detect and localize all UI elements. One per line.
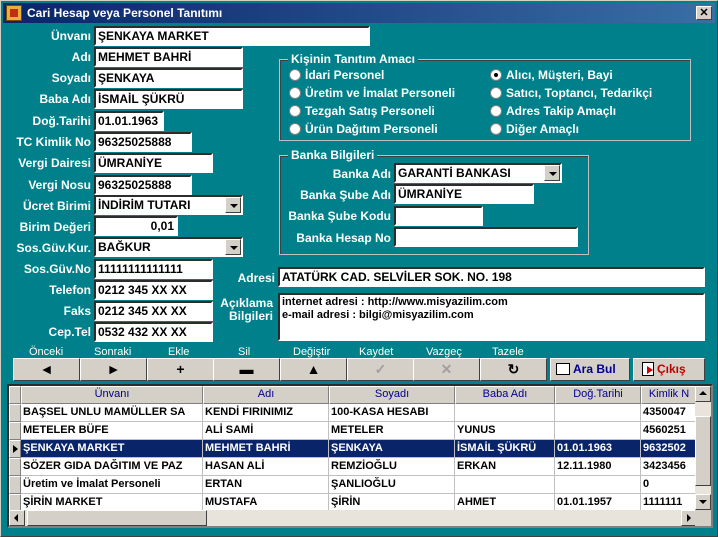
aciklama-line-2: e-mail adresi : bilgi@misyazilim.com [282,309,474,321]
radio-icon [490,105,502,117]
table-cell[interactable]: ERTAN [203,476,329,494]
birim-degeri-input[interactable]: 0,01 [94,216,178,236]
dog-tarihi-input[interactable]: 01.01.1963 [94,111,164,131]
vergi-nosu-input[interactable]: 96325025888 [94,175,192,195]
table-cell[interactable]: 01.01.1957 [555,494,641,512]
records-grid[interactable] [7,384,713,528]
vergi-dairesi-label: Vergi Dairesi [18,156,91,170]
sube-adi-input[interactable]: ÜMRANİYE [394,184,534,204]
title-bar [3,3,715,23]
table-cell[interactable]: 9632502 [641,440,697,458]
radio-icon [289,87,301,99]
banka-adi-select[interactable] [394,163,562,183]
insert-button[interactable]: + [147,358,214,381]
adi-label: Adı [71,50,91,64]
radio-icon [289,105,301,117]
table-cell[interactable]: MEHMET BAHRİ [203,440,329,458]
radio-diger-amacli[interactable]: Diğer Amaçlı [490,122,579,136]
col-header-kimlik[interactable]: Kimlik N [641,386,697,404]
record-navigator [13,358,547,381]
row-indicator [9,458,21,476]
scroll-down-icon[interactable] [695,494,711,510]
table-cell[interactable]: 0 [641,476,697,494]
ucret-birimi-label: Ücret Birimi [22,199,91,213]
cep-tel-label: Cep.Tel [48,325,91,339]
table-cell[interactable]: METELER [329,422,455,440]
tc-kimlik-input[interactable]: 96325025888 [94,132,192,152]
table-cell[interactable]: ŞANLIOĞLU [329,476,455,494]
sos-guv-no-label: Sos.Güv.No [23,262,91,276]
cancel-button[interactable]: ✕ [413,358,480,381]
chevron-down-icon[interactable] [225,197,241,213]
bilgileri-label: Bilgileri [228,309,273,323]
table-cell[interactable]: HASAN ALİ [203,458,329,476]
close-button[interactable]: ✕ [696,6,712,20]
scroll-corner [695,510,711,526]
nav-label-sil: Sil [238,346,251,358]
aciklama-line-1: internet adresi : http://www.misyazilim.com [282,296,508,308]
table-cell[interactable]: ŞİRİN [329,494,455,512]
chevron-down-icon[interactable] [225,239,241,255]
table-cell[interactable]: ŞENKAYA [329,440,455,458]
birim-degeri-label: Birim Değeri [19,220,91,234]
table-cell[interactable] [555,404,641,422]
table-cell[interactable] [555,476,641,494]
table-cell[interactable]: 3423456 [641,458,697,476]
radio-adres-takip[interactable]: Adres Takip Amaçlı [490,104,616,118]
row-indicator [9,422,21,440]
nav-label-kaydet: Kaydet [359,346,394,358]
nav-label-ekle: Ekle [168,346,190,358]
nav-label-onceki: Önceki [29,346,64,358]
table-cell[interactable] [455,476,555,494]
radio-icon [289,69,301,81]
table-cell[interactable]: 01.01.1963 [555,440,641,458]
radio-idari-personel[interactable]: İdari Personel [289,68,384,82]
row-indicator [9,476,21,494]
grid-corner [9,386,21,404]
table-cell[interactable]: 4560251 [641,422,697,440]
table-cell[interactable]: 4350047 [641,404,697,422]
table-cell[interactable] [555,422,641,440]
next-button[interactable]: ► [80,358,147,381]
faks-label: Faks [63,304,91,318]
vertical-scrollbar[interactable] [695,386,711,510]
table-cell[interactable]: İSMAİL ŞÜKRÜ [455,440,555,458]
telefon-label: Telefon [49,283,91,297]
radio-icon [490,123,502,135]
app-icon [6,5,22,21]
unvani-input[interactable]: ŞENKAYA MARKET [94,26,370,46]
baba-adi-label: Baba Adı [39,92,91,106]
prior-button[interactable]: ◄ [13,358,80,381]
col-header-unvani[interactable]: Ünvanı [21,386,203,404]
table-cell[interactable] [455,404,555,422]
bank-group-title: Banka Bilgileri [288,148,377,162]
faks-input[interactable]: 0212 345 XX XX [94,301,213,321]
table-cell[interactable]: MUSTAFA [203,494,329,512]
exit-icon [642,362,654,376]
adres-input[interactable]: ATATÜRK CAD. SELVİLER SOK. NO. 198 [278,267,705,287]
table-cell[interactable]: KENDİ FIRINIMIZ [203,404,329,422]
dog-tarihi-label: Doğ.Tarihi [32,114,91,128]
chevron-down-icon[interactable] [544,165,560,181]
delete-button[interactable]: ▬ [213,358,280,381]
soyadi-label: Soyadı [51,71,91,85]
table-cell[interactable]: BAŞSEL UNLU MAMÜLLER SA [21,404,203,422]
ucret-birimi-select[interactable] [94,195,243,215]
post-button[interactable]: ✓ [347,358,414,381]
table-cell[interactable]: ALİ SAMİ [203,422,329,440]
window-title: Cari Hesap veya Personel Tanıtımı [27,6,223,20]
sube-kodu-label: Banka Şube Kodu [288,209,391,223]
cep-tel-input[interactable]: 0532 432 XX XX [94,322,213,342]
radio-uretim-personeli[interactable]: Üretim ve İmalat Personeli [289,86,455,100]
sube-kodu-input[interactable] [394,206,483,226]
radio-alici-musteri[interactable]: Alıcı, Müşteri, Bayi [490,68,613,82]
row-indicator [9,404,21,422]
edit-button[interactable]: ▲ [280,358,347,381]
unvani-label: Ünvanı [50,29,91,43]
table-cell[interactable]: YUNUS [455,422,555,440]
sos-guv-kur-select[interactable] [94,237,243,257]
sos-guv-kur-value: BAĞKUR [98,240,151,254]
horizontal-scroll-thumb[interactable] [27,510,207,526]
tc-kimlik-label: TC Kimlik No [16,135,91,149]
sube-adi-label: Banka Şube Adı [300,188,391,202]
search-icon [556,363,570,375]
table-cell[interactable]: 12.11.1980 [555,458,641,476]
nav-label-sonraki: Sonraki [94,346,132,358]
ara-bul-button[interactable]: Ara Bul [550,358,630,381]
refresh-button[interactable]: ↻ [480,358,547,381]
radio-urun-dagitim[interactable]: Ürün Dağıtım Personeli [289,122,438,136]
cikis-button[interactable]: Çıkış [633,358,705,381]
table-cell[interactable]: Üretim ve İmalat Personeli [21,476,203,494]
table-cell[interactable]: SÖZER GIDA DAĞITIM VE PAZ [21,458,203,476]
nav-label-degistir: Değiştir [293,346,331,358]
table-cell[interactable]: ERKAN [455,458,555,476]
baba-adi-input[interactable]: İSMAİL ŞÜKRÜ [94,89,243,109]
aciklama-memo[interactable] [278,293,705,341]
table-cell[interactable]: 1111111 [641,494,697,512]
row-indicator-arrow-icon [9,440,21,458]
vergi-nosu-label: Vergi Nosu [28,178,91,192]
scroll-left-icon[interactable] [9,510,25,526]
soyadi-input[interactable]: ŞENKAYA [94,68,243,88]
hesap-no-input[interactable] [394,227,578,247]
radio-icon [490,87,502,99]
table-cell[interactable]: ŞENKAYA MARKET [21,440,203,458]
adres-label: Adresi [237,271,275,285]
col-header-dog-tarihi[interactable]: Doğ.Tarihi [555,386,641,404]
radio-icon [289,123,301,135]
aciklama-label: Açıklama [220,296,273,310]
vertical-scroll-thumb[interactable] [695,416,711,486]
table-cell[interactable]: 100-KASA HESABI [329,404,455,422]
adi-input[interactable]: MEHMET BAHRİ [94,47,243,67]
radio-satici-toptanci[interactable]: Satıcı, Toptancı, Tedarikçi [490,86,652,100]
horizontal-scrollbar[interactable] [9,510,697,526]
banka-adi-value: GARANTİ BANKASI [398,166,511,180]
vergi-dairesi-input[interactable]: ÜMRANİYE [94,153,213,173]
col-header-baba-adi[interactable]: Baba Adı [455,386,555,404]
ucret-birimi-value: İNDİRİM TUTARI [98,198,191,212]
table-cell[interactable]: REMZİOĞLU [329,458,455,476]
table-cell[interactable]: METELER BÜFE [21,422,203,440]
nav-label-vazgec: Vazgeç [426,346,462,358]
sos-guv-no-input[interactable]: 11111111111111 [94,259,213,279]
radio-selected-icon [490,69,502,81]
purpose-group-title: Kişinin Tanıtım Amacı [288,52,418,66]
radio-tezgah-satis[interactable]: Tezgah Satış Personeli [289,104,435,118]
col-header-adi[interactable]: Adı [203,386,329,404]
hesap-no-label: Banka Hesap No [296,231,391,245]
nav-label-tazele: Tazele [492,346,524,358]
banka-adi-label: Banka Adı [332,167,391,181]
table-cell[interactable]: ŞİRİN MARKET [21,494,203,512]
sos-guv-kur-label: Sos.Güv.Kur. [16,241,91,255]
telefon-input[interactable]: 0212 345 XX XX [94,280,213,300]
col-header-soyadi[interactable]: Soyadı [329,386,455,404]
table-cell[interactable]: AHMET [455,494,555,512]
scroll-up-icon[interactable] [695,386,711,402]
